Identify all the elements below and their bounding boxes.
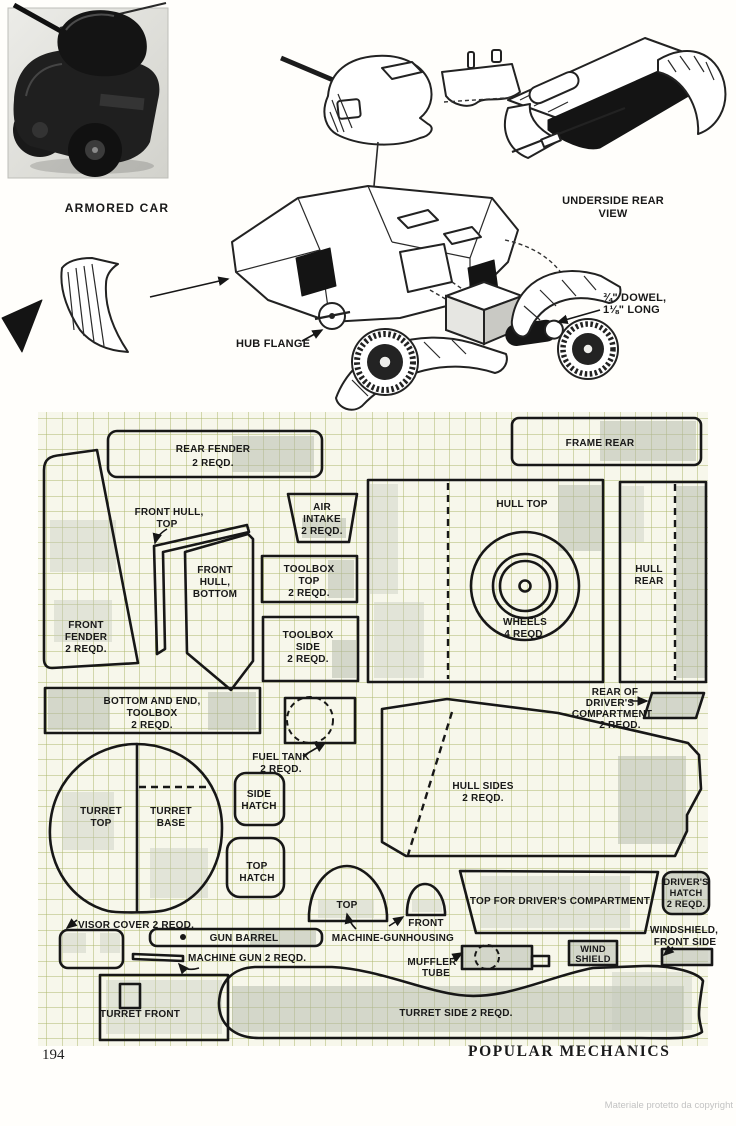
label-toolbox-side-3: 2 REQD. [287,654,329,665]
label-bottom-end-toolbox-1: BOTTOM AND END, [103,696,201,707]
piece-windshield-front-side [662,949,712,965]
label-toolbox-side-2: SIDE [295,642,321,653]
page-number: 194 [42,1047,65,1063]
label-hull-sides-1: HULL SIDES [452,781,514,792]
label-rear-drivers-3: COMPARTMENT [571,709,653,720]
label-side-hatch-2: HATCH [241,801,277,812]
label-machine-gun-top: TOP [336,900,358,911]
photo-caption: ARMORED CAR [64,201,170,215]
label-front-housing-2: HOUSING [405,933,455,944]
label-toolbox-side-1: TOOLBOX [282,630,334,641]
label-air-intake-1: AIR [313,502,331,513]
dowel-note-line1: ¾" DOWEL, [603,292,667,304]
label-toolbox-top-2: TOP [298,576,320,587]
label-top-hatch-2: HATCH [239,873,275,884]
label-hull-top: HULL TOP [496,499,548,510]
label-front-fender-1: FRONT [68,620,104,631]
label-fuel-tank-1: FUEL TANK [252,752,310,763]
label-turret-top-1: TURRET [80,806,122,817]
armored-car-photo [8,3,168,178]
label-rear-drivers-2: DRIVER'S [585,698,635,709]
label-front-housing-1: FRONT [408,918,444,929]
piece-rear-of-drivers-compartment [644,693,704,718]
label-front-hull-bottom-1: FRONT [197,565,233,576]
dowel-note-line2: 1⅛" LONG [603,304,660,316]
label-machine-gun: MACHINE GUN 2 REQD. [188,953,307,964]
label-front-hull-top-1: FRONT HULL, [134,507,204,518]
label-fuel-tank-2: 2 REQD. [260,764,302,775]
underside-caption-line1: UNDERSIDE REAR [562,195,664,207]
label-toolbox-top-1: TOOLBOX [283,564,335,575]
label-air-intake-2: INTAKE [303,514,341,525]
label-hull-rear-2: REAR [634,576,664,587]
copyright-watermark: Materiale protetto da copyright [604,1100,733,1111]
label-drivers-hatch-1: DRIVER'S [663,877,709,887]
label-muffler-tube-1: MUFFLER [407,957,457,968]
label-top-hatch-1: TOP [246,861,268,872]
underside-rear-view-diagram [505,38,725,158]
label-front-fender-3: 2 REQD. [65,644,107,655]
label-rear-drivers-4: 2 REQD. [599,720,641,731]
label-drivers-hatch-3: 2 REQD. [666,899,706,909]
label-wheels-2: 4 REQD. [504,629,546,640]
magazine-title: POPULAR MECHANICS [468,1043,671,1060]
label-visor-cover: VISOR COVER 2 REQD. [78,920,195,931]
label-toolbox-top-3: 2 REQD. [288,588,330,599]
underside-caption-line2: VIEW [598,208,628,220]
label-rear-fender-2: 2 REQD. [192,458,234,469]
label-frame-rear: FRAME REAR [565,438,635,449]
label-hull-rear-1: HULL [635,564,663,575]
label-rear-fender-1: REAR FENDER [175,444,251,455]
label-bottom-end-toolbox-3: 2 REQD. [131,720,173,731]
label-rear-drivers-1: REAR OF [591,687,639,698]
label-side-hatch-1: SIDE [246,789,272,800]
label-windshield-front-1: WINDSHIELD, [649,925,719,936]
label-turret-base-1: TURRET [150,806,192,817]
label-machine-gun-pointer: MACHINE-GUN [331,933,407,944]
label-wind-shield-2: SHIELD [575,954,611,964]
label-drivers-hatch-2: HATCH [669,888,703,898]
label-hull-sides-2: 2 REQD. [462,793,504,804]
label-turret-top-2: TOP [90,818,112,829]
label-muffler-tube-2: TUBE [421,968,451,979]
hub-flange-label: HUB FLANGE [236,338,311,350]
label-bottom-end-toolbox-2: TOOLBOX [126,708,178,719]
label-front-hull-top-2: TOP [156,519,178,530]
label-gun-barrel: GUN BARREL [209,933,279,944]
label-front-fender-2: FENDER [64,632,108,643]
label-turret-front: TURRET FRONT [99,1009,181,1020]
label-front-hull-bottom-2: HULL, [199,577,231,588]
label-wind-shield-1: WIND [580,944,606,954]
label-top-for-drivers: TOP FOR DRIVER'S COMPARTMENT [469,896,651,907]
label-wheels-1: WHEELS [503,617,547,628]
label-air-intake-3: 2 REQD. [301,526,343,537]
label-windshield-front-2: FRONT SIDE [653,937,717,948]
label-front-hull-bottom-3: BOTTOM [192,589,238,600]
label-turret-base-2: BASE [156,818,186,829]
label-turret-side: TURRET SIDE 2 REQD. [399,1008,513,1019]
